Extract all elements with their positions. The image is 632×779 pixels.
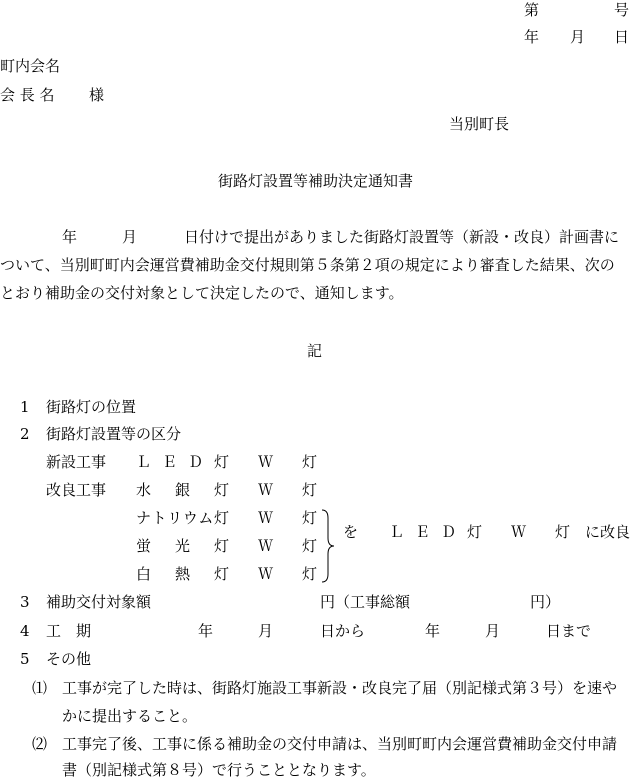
date-nen: 年 bbox=[524, 28, 540, 46]
body-tsuki: 月 bbox=[122, 228, 138, 246]
item-3-num: 3 bbox=[20, 593, 30, 611]
shinsetsu-w: Ｗ bbox=[258, 453, 274, 471]
sama: 様 bbox=[89, 86, 105, 104]
chair-name-label: 会 長 名 bbox=[0, 86, 55, 104]
kairyo-w-3: Ｗ bbox=[258, 537, 274, 555]
kairyo-unit-3: 灯 bbox=[302, 537, 318, 555]
item-2-label: 街路灯設置等の区分 bbox=[46, 425, 182, 443]
kairyo-target-unit: 灯 bbox=[555, 523, 571, 541]
item-1-num: 1 bbox=[20, 398, 30, 416]
kairyo-target-type: ＬＥＤ灯 bbox=[389, 523, 482, 541]
item-3-en-close: 円） bbox=[530, 593, 561, 611]
kairyo-suffix: に改良 bbox=[585, 523, 631, 541]
kairyo-wo: を bbox=[343, 523, 359, 541]
note-1-line-2: かに提出すること。 bbox=[62, 707, 198, 725]
kairyo-w-4: Ｗ bbox=[258, 565, 274, 583]
issuer: 当別町長 bbox=[449, 115, 510, 133]
body-line-2: ついて、当別町町内会運営費補助金交付規則第５条第２項の規定により審査した結果、次の bbox=[0, 256, 615, 274]
body-nen: 年 bbox=[62, 228, 78, 246]
kairyo-type-2: ナトリウム灯 bbox=[136, 509, 229, 527]
doc-number-go: 号 bbox=[614, 1, 630, 19]
page-title: 街路灯設置等補助決定通知書 bbox=[218, 172, 414, 190]
note-2-line-1: 工事完了後、工事に係る補助金の交付申請は、当別町町内会運営費補助金交付申請 bbox=[62, 735, 618, 753]
assoc-name-label: 町内会名 bbox=[0, 57, 61, 75]
note-1-line-1: 工事が完了した時は、街路灯施設工事新設・改良完了届（別記様式第３号）を速や bbox=[62, 679, 618, 697]
note-1-num: ⑴ bbox=[32, 679, 48, 697]
item-4-tsuki2: 月 bbox=[485, 622, 501, 640]
kairyo-unit-4: 灯 bbox=[302, 565, 318, 583]
note-2-line-2: 書（別記様式第８号）で行うこととなります。 bbox=[62, 761, 376, 779]
body-line-3: とおり補助金の交付対象として決定したので、通知します。 bbox=[0, 284, 404, 302]
note-2-num: ⑵ bbox=[32, 735, 48, 753]
shinsetsu-type: ＬＥＤ灯 bbox=[136, 453, 229, 471]
item-5-label: その他 bbox=[46, 650, 92, 668]
item-5-num: 5 bbox=[20, 650, 30, 668]
item-2-num: 2 bbox=[20, 425, 30, 443]
item-4-tsuki1: 月 bbox=[258, 622, 274, 640]
kairyo-type-4: 白熱灯 bbox=[136, 565, 229, 583]
right-brace-icon bbox=[320, 508, 336, 584]
item-4-nen2: 年 bbox=[425, 622, 441, 640]
kairyo-w-1: Ｗ bbox=[258, 481, 274, 499]
item-3-en: 円（工事総額 bbox=[320, 593, 411, 611]
item-4-himade: 日まで bbox=[546, 622, 592, 640]
item-4-nen1: 年 bbox=[198, 622, 214, 640]
shinsetsu-label: 新設工事 bbox=[46, 453, 107, 471]
kairyo-type-1: 水銀灯 bbox=[136, 481, 229, 499]
kairyo-unit-1: 灯 bbox=[302, 481, 318, 499]
kairyo-w-2: Ｗ bbox=[258, 509, 274, 527]
item-1-label: 街路灯の位置 bbox=[46, 398, 137, 416]
kairyo-label: 改良工事 bbox=[46, 481, 107, 499]
date-hi: 日 bbox=[614, 28, 630, 46]
item-3-label: 補助交付対象額 bbox=[46, 593, 152, 611]
kairyo-type-3: 蛍光灯 bbox=[136, 537, 229, 555]
item-4-num: 4 bbox=[20, 622, 30, 640]
kairyo-target-w: Ｗ bbox=[511, 523, 527, 541]
kairyo-unit-2: 灯 bbox=[302, 509, 318, 527]
item-4-hikara: 日から bbox=[320, 622, 366, 640]
item-4-label: 工 期 bbox=[46, 622, 92, 640]
ki-heading: 記 bbox=[307, 342, 323, 360]
doc-number-dai: 第 bbox=[524, 1, 540, 19]
body-line-1: 日付けで提出がありました街路灯設置等（新設・改良）計画書に bbox=[184, 228, 620, 246]
date-tsuki: 月 bbox=[570, 28, 586, 46]
shinsetsu-unit: 灯 bbox=[302, 453, 318, 471]
